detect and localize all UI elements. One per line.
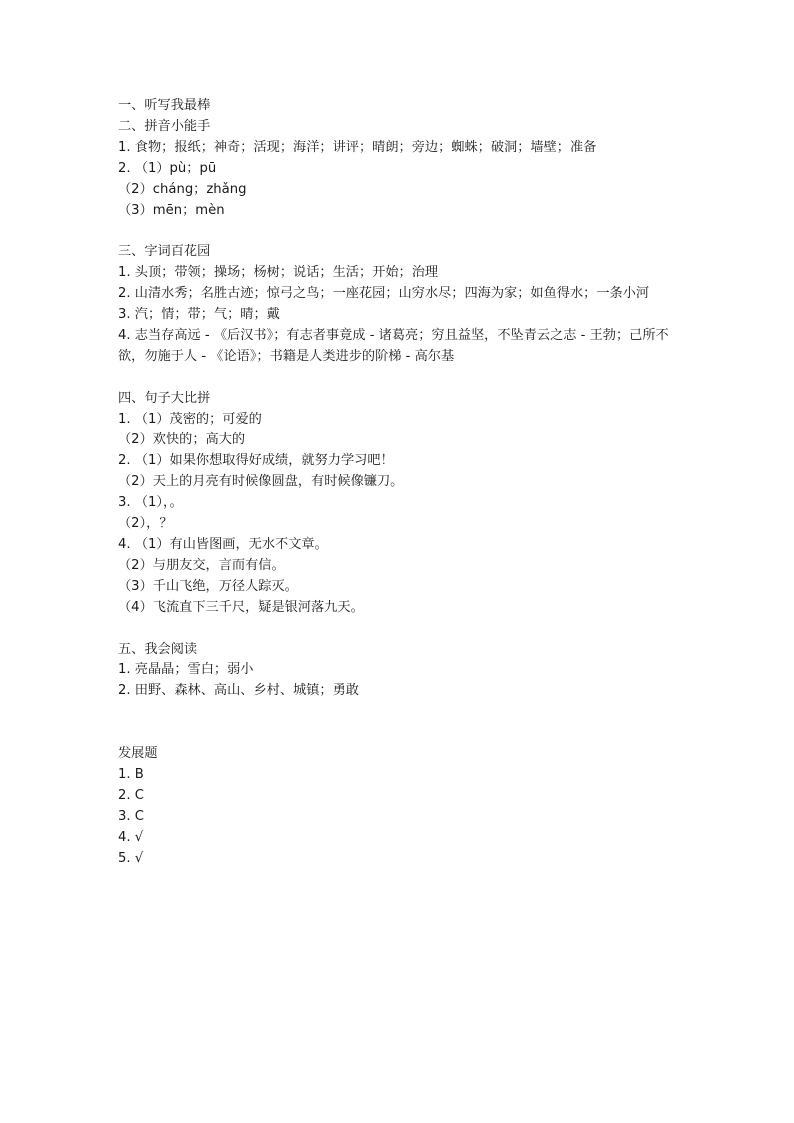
section-title-sentences: 四、句子大比拼 [118, 390, 211, 406]
development-answer-4: 4. √ [118, 829, 144, 845]
section-title-dictation: 一、听写我最棒 [118, 98, 211, 113]
development-answer-5: 5. √ [118, 850, 144, 866]
development-answer-2: 2. C [118, 787, 144, 803]
sentences-answer-3-1: 3. （1），。 [118, 495, 183, 511]
pinyin-answer-1: 1. 食物；报纸；神奇；活现；海洋；讲评；晴朗；旁边；蜘蛛；破洞；墙壁；准备 [118, 139, 597, 155]
sentences-answer-1-1: 1. （1）茂密的；可爱的 [118, 411, 262, 427]
spacer [118, 221, 688, 242]
sentences-answer-3-2: （2），？ [118, 516, 173, 532]
reading-answer-1: 1. 亮晶晶；雪白；弱小 [118, 662, 254, 678]
section-title-reading: 五、我会阅读 [118, 641, 198, 657]
pinyin-answer-2-2: （2）cháng；zhǎng [118, 181, 247, 197]
sentences-answer-1-2: （2）欢快的；高大的 [118, 432, 246, 448]
development-answer-1: 1. B [118, 766, 144, 782]
spacer [118, 619, 688, 640]
sentences-answer-2-1: 2. （1）如果你想取得好成绩，就努力学习吧！ [118, 453, 394, 469]
sentences-answer-2-2: （2）天上的月亮有时候像圆盘，有时候像镰刀。 [118, 474, 404, 490]
words-answer-3: 3. 汽；情；带；气；晴；戴 [118, 307, 280, 323]
answer-document [118, 96, 688, 869]
section-title-words: 三、字词百花园 [118, 244, 211, 260]
spacer [118, 368, 688, 389]
sentences-answer-4-3: （3）千山飞绝，万径人踪灭。 [118, 578, 298, 594]
spacer [118, 702, 688, 744]
sentences-answer-4-4: （4）飞流直下三千尺，疑是银河落九天。 [118, 599, 364, 615]
pinyin-answer-2-1: 2. （1）pù；pū [118, 160, 217, 176]
words-answer-1: 1. 头顶；带领；操场；杨树；说话；生活；开始；治理 [118, 265, 439, 281]
section-title-development: 发展题 [118, 746, 158, 762]
sentences-answer-4-2: （2）与朋友交，言而有信。 [118, 557, 285, 573]
reading-answer-2: 2. 田野、森林、高山、乡村、城镇；勇敢 [118, 683, 359, 699]
development-answer-3: 3. C [118, 808, 144, 824]
sentences-answer-4-1: 4. （1）有山皆图画，无水不文章。 [118, 537, 328, 552]
section-title-pinyin: 二、拼音小能手 [118, 118, 211, 134]
words-answer-4: 4. 志当存高远 - 《后汉书》；有志者事竟成 - 诸葛亮；穷且益坚，不坠青云之志 - 王勃；己所不欲，勿施于人 - 《论语》；书籍是人类进步的阶梯 - 高尔基 [118, 327, 669, 364]
pinyin-answer-2-3: （3）mēn；mèn [118, 202, 225, 218]
words-answer-2: 2. 山清水秀；名胜古迹；惊弓之鸟；一座花园；山穷水尽；四海为家；如鱼得水；一条小河 [118, 286, 650, 302]
